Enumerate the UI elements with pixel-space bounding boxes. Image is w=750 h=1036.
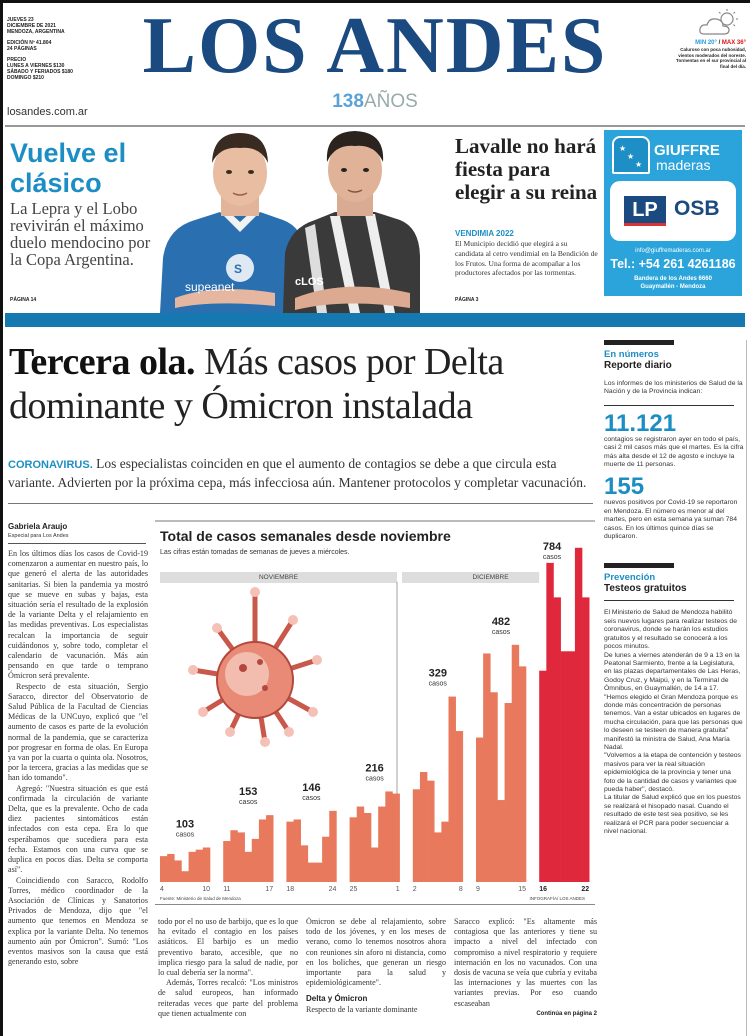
daily-bar bbox=[286, 822, 293, 882]
lp-logo: LP bbox=[624, 196, 666, 226]
chart-bottom-rule bbox=[155, 904, 595, 905]
sidebar-head-tests: Testeos gratuitos bbox=[604, 583, 687, 595]
sidebar-divider bbox=[604, 600, 734, 601]
tick-label-start: 18 bbox=[286, 886, 295, 893]
daily-bar bbox=[427, 781, 434, 882]
ad-brand: GIUFFRE bbox=[654, 142, 720, 159]
daily-bar bbox=[483, 653, 490, 882]
daily-bar bbox=[230, 830, 237, 882]
headline-rest: Más casos por Delta dominante y Ómicron instalada bbox=[9, 341, 504, 427]
lavalle-kicker: VENDIMIA 2022 bbox=[455, 229, 514, 238]
anniversary-badge bbox=[300, 91, 450, 113]
daily-bar bbox=[322, 837, 329, 882]
right-sponsor: cLOS bbox=[295, 276, 324, 288]
daily-bar bbox=[378, 807, 385, 882]
advertisement-giuffre[interactable] bbox=[604, 130, 742, 296]
paragraph: Coincidiendo con Saracco, Rodolfo Torres, médico coordinador de la Asociación de Clínicas y Sanatorios Privados de Mendoza, dijo que "el aumento que tenemos en Mendoza se explica por la variante Delta. No tenemos aumento aún por Ómicron". Sumó: "Los eventos masivos son la causa que está generando esto, sobre bbox=[8, 875, 148, 967]
edition-info bbox=[7, 17, 107, 81]
tick-label-end: 15 bbox=[518, 886, 526, 893]
data-label-unit: casos bbox=[491, 628, 511, 636]
data-label: 784 bbox=[542, 541, 562, 553]
continues-link[interactable]: Continúa en página 2 bbox=[536, 1010, 597, 1017]
data-label-unit: casos bbox=[175, 831, 195, 839]
sports-page-ref[interactable]: PÁGINA 14 bbox=[10, 297, 37, 303]
weather-forecast: Caluroso con poca nubosidad, vientos moderados del noreste. Tormentas en el sur provincial al final del día. bbox=[676, 47, 746, 69]
edition-number: EDICIÓN Nº 41.804 bbox=[7, 40, 52, 46]
daily-bar bbox=[237, 832, 244, 882]
lavalle-page-ref[interactable]: PÁGINA 3 bbox=[455, 297, 479, 303]
tick-label-end: 22 bbox=[581, 886, 590, 893]
tick-label-end: 17 bbox=[265, 886, 274, 893]
daily-bar bbox=[294, 819, 301, 882]
sidebar-bar bbox=[604, 563, 674, 568]
ad-email: info@giuffremaderas.com.ar bbox=[635, 248, 711, 254]
tick-label-start: 11 bbox=[223, 886, 231, 893]
data-label-unit: casos bbox=[542, 554, 562, 561]
location: MENDOZA, ARGENTINA bbox=[7, 29, 65, 35]
ad-address-line2: Guaymallén - Mendoza bbox=[640, 284, 706, 290]
daily-bar bbox=[308, 863, 315, 882]
weather-box bbox=[676, 8, 746, 69]
paragraph: En los últimos días los casos de Covid-19 comenzaron a aumentar en nuestro país, lo que generó el alerta de las autoridades sanitarias. Si bien la pandemia ya mostró que se mueve en subas y bajas, esta situación sería el resultado de la explosión de la variante Delta y el relajamiento en las medidas preventivas. Los especialistas recalcan la importancia de seguir cuidándonos y, sobre todo, completar el calendario de vacunación. Más aún pensando en que tarde o temprano Ómicron será prevalente. bbox=[8, 549, 148, 681]
stat-national-text: contagios se registraron ayer en todo el país, casi 2 mil casos más que el martes. Es la cifra más alta desde el 12 de agosto e incluye la muerte de 11 personas. bbox=[604, 435, 744, 469]
daily-bar bbox=[301, 845, 308, 882]
week-group bbox=[286, 782, 336, 893]
week-group bbox=[350, 762, 400, 893]
sidebar-paragraph: La titular de Salud explicó que en los puestos se realizará el hisopado nasal. Cuando el resultado de este test sea positivo, se les realizará el PCR para poder secuenciar a nivel nacional. bbox=[604, 794, 741, 836]
daily-bar bbox=[350, 817, 357, 882]
chart-source: Fuente: Ministerio de Salud de Mendoza bbox=[160, 896, 241, 901]
temp-separator: / bbox=[718, 40, 721, 46]
daily-bar bbox=[189, 852, 196, 882]
week-group bbox=[476, 616, 526, 893]
daily-bar bbox=[449, 697, 456, 882]
website-link[interactable]: losandes.com.ar bbox=[7, 106, 88, 118]
sidebar-numbers bbox=[604, 340, 744, 836]
daily-bar bbox=[456, 731, 463, 882]
column-rule bbox=[746, 340, 747, 1036]
daily-bar bbox=[539, 671, 546, 882]
stat-national-cases: 11.121 bbox=[604, 409, 677, 437]
daily-bar bbox=[167, 854, 174, 882]
ad-address-line1: Bandera de los Andes 6660 bbox=[634, 276, 712, 282]
daily-bar bbox=[497, 800, 504, 882]
masthead-divider bbox=[5, 125, 745, 127]
player-left bbox=[160, 133, 305, 313]
data-label-unit: casos bbox=[365, 775, 384, 783]
tick-label-start: 25 bbox=[349, 886, 358, 893]
sidebar-paragraph: "Hemos elegido el Gran Mendoza porque es donde más concentración de personas tenemos. Van a estar ubicados en lugares de mucha circulación, para que las personas que lo deseen se testeen de manera gratuita" manifestó la ministra de Salud, Ana María Nadal. bbox=[604, 693, 743, 751]
daily-bar bbox=[420, 772, 427, 882]
daily-bar bbox=[160, 856, 167, 882]
temperature-range bbox=[676, 40, 746, 46]
sports-headline[interactable]: Vuelve el clásico bbox=[10, 138, 127, 198]
partly-cloudy-icon bbox=[698, 8, 740, 38]
author-role: Especial para Los Andes bbox=[8, 533, 69, 539]
page-count: 24 PÁGINAS bbox=[7, 46, 37, 52]
lead-kicker: CORONAVIRUS. bbox=[8, 459, 93, 471]
daily-bar bbox=[575, 548, 582, 882]
daily-bar bbox=[561, 651, 568, 882]
paragraph: Respecto de la variante dominante bbox=[306, 1004, 418, 1014]
left-sponsor: supeanet bbox=[185, 280, 235, 294]
tick-label-start: 4 bbox=[160, 886, 164, 893]
player-right bbox=[283, 131, 420, 313]
paragraph: Agregó: "Nuestra situación es que está confirmada la circulación de variante Delta, que es la prevalente. Ocho de cada diez pacientes sintomáticos están infectados con esta cepa. Era lo que esperábamos que sucediera para esta fecha. Estamos con una curva que se duplica en pocos días. Delta se comporta así". bbox=[8, 783, 148, 875]
daily-bar bbox=[568, 651, 575, 882]
tick-label-end: 8 bbox=[458, 886, 463, 893]
month-band-november: NOVIEMBRE bbox=[160, 572, 397, 583]
paragraph: todo por el no uso de barbijo, que es lo que ha evitado el contagio en los países asiáticos. El barbijo es un medio preventivo barato, accesible, que no implica riesgo para la salud de nadie, por lo cual debería ser la norma". bbox=[158, 917, 298, 978]
daily-bar bbox=[434, 832, 441, 882]
tick-label-start: 16 bbox=[539, 886, 547, 893]
paragraph: Ómicron se debe al relajamiento, sobre todo de los jóvenes, y en los meses de verano, como lo tenemos nosotros ahora con reuniones sin aforo ni distancia, como en los boliches, que generan un riesgo importante para la salud y epidemiológicamente". bbox=[306, 917, 446, 988]
daily-bar bbox=[505, 703, 512, 882]
daily-bar bbox=[392, 794, 399, 882]
weekly-cases-chart bbox=[155, 520, 595, 913]
daily-bar bbox=[266, 815, 273, 882]
month-band-december: DICIEMBRE bbox=[402, 572, 579, 583]
date-day: JUEVES 23 bbox=[7, 17, 34, 23]
main-lead bbox=[8, 455, 593, 492]
daily-bar bbox=[223, 841, 230, 882]
data-label: 103 bbox=[175, 818, 195, 831]
article-column-1 bbox=[8, 549, 148, 1036]
daily-bar bbox=[245, 852, 252, 882]
subheading-delta-omicron: Delta y Ómicron bbox=[306, 994, 368, 1004]
data-label: 216 bbox=[365, 762, 384, 775]
data-label: 482 bbox=[491, 615, 511, 628]
daily-bar bbox=[357, 807, 364, 882]
sidebar-head-report: Reporte diario bbox=[604, 360, 672, 371]
daily-bar bbox=[181, 871, 188, 882]
tick-label-start: 2 bbox=[412, 886, 417, 893]
sidebar-bar bbox=[604, 340, 674, 345]
stat-mendoza-cases: 155 bbox=[604, 473, 645, 501]
daily-bar bbox=[196, 850, 203, 882]
date-month: DICIEMBRE DE 2021 bbox=[7, 23, 56, 29]
chart-subtitle: Las cifras están tomadas de semanas de jueves a miércoles. bbox=[160, 549, 350, 556]
paragraph: Además, Torres recalcó: "Los ministros de salud europeos, han informado reiteradas veces que parte del problema que tienen actualmente con bbox=[158, 978, 298, 1018]
article-column-4 bbox=[454, 917, 597, 1036]
svg-text:S: S bbox=[234, 262, 243, 276]
daily-bar bbox=[441, 822, 448, 882]
ad-product-box bbox=[610, 181, 736, 241]
temp-min: MIN 20° bbox=[695, 40, 717, 46]
sports-deck: La Lepra y el Lobo revivirán el máximo duelo mendocino por la Copa Argentina. bbox=[10, 199, 151, 269]
tick-label-end: 24 bbox=[328, 886, 337, 893]
price-sunday: DOMINGO $210 bbox=[7, 75, 44, 81]
giuffre-logo-icon: ★ ★ ★ bbox=[612, 136, 650, 174]
price-weekday: LUNES A VIERNES $130 bbox=[7, 63, 65, 69]
price-saturday: SÁBADO Y FERIADOS $180 bbox=[7, 69, 73, 75]
week-group bbox=[413, 668, 463, 893]
temp-max: MAX 36° bbox=[721, 40, 746, 46]
daily-bar bbox=[512, 645, 519, 882]
daily-bar bbox=[582, 597, 589, 882]
stat-mendoza-text: nuevos positivos por Covid-19 se reportaron en Mendoza. El número es menor al del martes, pero en esta semana ya suman 784 casos. En los últimos quince días se duplicaron. bbox=[604, 499, 738, 541]
data-label: 329 bbox=[428, 667, 447, 680]
lead-divider bbox=[8, 503, 593, 504]
ad-phone: Tel.: +54 261 4261186 bbox=[610, 257, 736, 271]
daily-bar bbox=[476, 738, 483, 882]
headline-bold: Tercera ola. bbox=[9, 341, 196, 383]
lavalle-body: El Municipio decidió que elegirá a su candidata al cetro vendimial en la Bendición de los Frutos. Una forma de acompañar a los productores afectados por las tormentas. bbox=[455, 239, 598, 278]
week-group bbox=[160, 819, 210, 894]
sidebar-paragraph: De lunes a viernes atenderán de 9 a 13 en la Peatonal Sarmiento, frente a la Legislatura, en las plazas departamentales de Las Heras, Godoy Cruz, y Maipú, y en la Terminal de Ómnibus, en Guaymallén, de 14 a 17. bbox=[604, 651, 741, 693]
sidebar-intro: Los informes de los ministerios de Salud de la Nación y de la Provincia indican: bbox=[604, 380, 743, 396]
daily-bar bbox=[259, 819, 266, 882]
daily-bar bbox=[174, 860, 181, 882]
daily-bar bbox=[546, 563, 553, 882]
chart-plot bbox=[155, 520, 595, 895]
data-label-unit: casos bbox=[239, 799, 258, 807]
week-group bbox=[223, 786, 273, 893]
daily-bar bbox=[553, 597, 560, 882]
price-label: PRECIO bbox=[7, 57, 27, 63]
daily-bar bbox=[371, 848, 378, 883]
week-group bbox=[539, 537, 589, 893]
daily-bar bbox=[252, 839, 259, 882]
lead-text: Los especialistas coinciden en que el aumento de contagios se debe a que circula esta variante. Advierten por la próxima cepa, más infecciosa aún. Mantener protocolos y completar vacunación. bbox=[8, 456, 587, 490]
daily-bar bbox=[329, 811, 336, 882]
data-label: 146 bbox=[302, 781, 321, 794]
lavalle-headline[interactable]: Lavalle no hará fiesta para elegir a su reina bbox=[455, 134, 598, 204]
section-band bbox=[5, 313, 745, 327]
daily-bar bbox=[364, 813, 371, 882]
osb-label: OSB bbox=[674, 197, 720, 220]
author-name: Gabriela Araujo bbox=[8, 522, 68, 531]
data-label: 153 bbox=[239, 786, 258, 799]
tick-label-start: 9 bbox=[476, 886, 480, 893]
virus-illustration bbox=[188, 587, 322, 747]
paragraph: Saracco explicó: "Es altamente más contagiosa que las anteriores y tiene su impacto a nivel del infectado con compromiso a nivel respiratorio y requiere internación en los no vacunados. Con una dosis de vacuna se veía que cubría y evitaba las internaciones y las muertes con las variantes previas. Por eso cuando escaseaban bbox=[454, 917, 597, 1008]
ad-brand-sub: maderas bbox=[656, 157, 711, 173]
data-label-unit: casos bbox=[428, 680, 447, 688]
daily-bar bbox=[519, 666, 526, 882]
main-headline[interactable] bbox=[9, 340, 599, 428]
sidebar-kicker-prevention: Prevención bbox=[604, 572, 656, 584]
players-photo bbox=[155, 128, 445, 313]
data-label-unit: casos bbox=[302, 794, 321, 802]
ad-address bbox=[604, 275, 742, 291]
tick-label-end: 1 bbox=[395, 886, 400, 893]
daily-bar bbox=[203, 848, 210, 883]
paragraph: Respecto de esta situación, Sergio Saracco, director del Observatorio de Salud Pública de la Facultad de Ciencias Médicas de la UNCuyo, explicó que "el aumento de casos es parte de la evolución normal de la pandemia, que se caracteriza por progresar en forma de olas. En Europa ya van por la cuarta o quinta ola. Nosotros, por la tercera, gracias a las medidas que se han ido tomando". bbox=[8, 681, 148, 783]
byline-divider bbox=[8, 543, 146, 544]
chart-credit: INFOGRAFÍA/ LOS ANDES bbox=[529, 896, 585, 901]
daily-bar bbox=[315, 863, 322, 882]
years-number: 138 bbox=[332, 91, 364, 112]
chart-title: Total de casos semanales desde noviembre bbox=[160, 528, 451, 544]
daily-bar bbox=[385, 791, 392, 882]
daily-bar bbox=[413, 789, 420, 882]
daily-bar bbox=[490, 692, 497, 882]
sidebar-divider bbox=[604, 405, 734, 406]
article-column-2 bbox=[158, 917, 298, 1036]
sidebar-paragraph: "Volvemos a la etapa de contención y testeos masivos para ver la real situación epidemiológica de la provincia y tener una foto de la cantidad de casos y variantes que pueda haber", destacó. bbox=[604, 752, 741, 793]
article-column-3 bbox=[306, 917, 446, 1036]
sidebar-kicker-numbers: En números bbox=[604, 349, 659, 360]
years-label: AÑOS bbox=[363, 91, 418, 112]
sidebar-paragraph: El Ministerio de Salud de Mendoza habilitó seis nuevos lugares para realizar testeos de coronavirus, donde se harán los estudios gratuitos y el resultado se conocerá a los pocos minutos. bbox=[604, 609, 737, 651]
tick-label-end: 10 bbox=[202, 886, 210, 893]
newspaper-logo: LOS ANDES bbox=[142, 2, 608, 90]
